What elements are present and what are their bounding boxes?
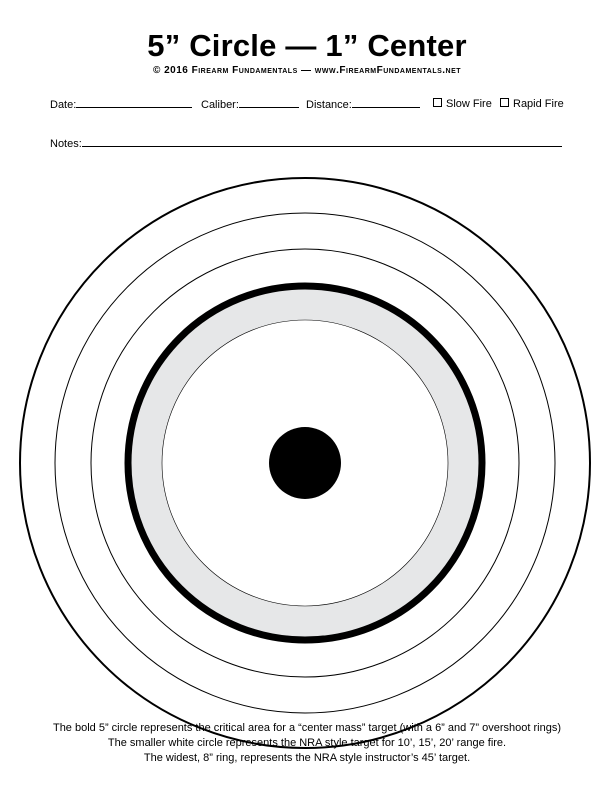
page-title: 5” Circle — 1” Center (147, 28, 467, 63)
notes-label: Notes: (50, 138, 82, 150)
caption-line-3: The widest, 8” ring, represents the NRA style instructor’s 45’ target. (143, 752, 471, 764)
distance-label: Distance: (306, 99, 352, 111)
center-dot-1-inch (269, 427, 341, 499)
rapid-fire-label: Rapid Fire (513, 98, 564, 110)
caption (0, 721, 614, 766)
caption-line-1: The bold 5” circle represents the critical area for a “center mass” target (with a 6” and 7” overshoot rings) (52, 722, 562, 734)
copyright-line: © 2016 Firearm Fundamentals — www.FirearmFundamentals.net (152, 65, 462, 76)
slow-fire-label: Slow Fire (446, 98, 492, 110)
caliber-label: Caliber: (201, 99, 239, 111)
caption-line-2: The smaller white circle represents the NRA style target for 10’, 15’, 20’ range fire. (107, 737, 507, 749)
date-label: Date: (50, 99, 77, 111)
